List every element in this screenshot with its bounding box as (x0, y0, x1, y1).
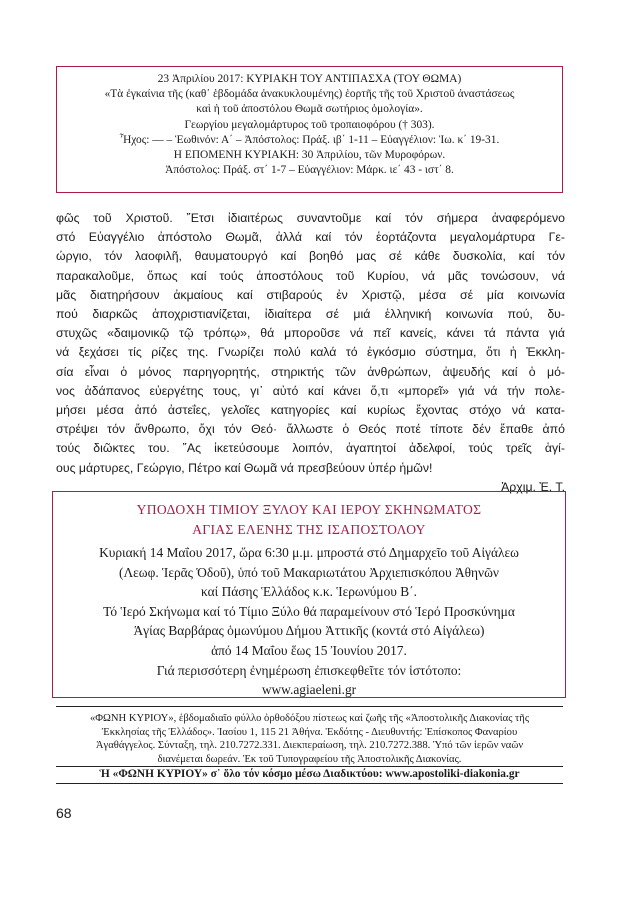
body-line: τούς διῶκτες του. ῎Ας ἱκετεύσουμε λοιπόν, ἀγαπητοί ἀδελφοί, τούς τρεῖς ἁγί- (56, 441, 565, 456)
imprint-line: διανέμεται δωρεάν. Ἐκ τοῦ Τυπογραφείου τῆς Ἀποστολικῆς Διακονίας. (157, 753, 462, 765)
event-line: καί Πάσης Ἑλλάδος κ.κ. Ἱερωνύμου Β΄. (200, 584, 418, 600)
liturgy-saint-line: Γεωργίου μεγαλομάρτυρος τοῦ τροπαιοφόρου († 303). (184, 118, 435, 131)
imprint-line: Ἐκκλησίας τῆς Ἑλλάδος». Ἰασίου 1, 115 21 Ἀθήνα. Ἐκδότης - Διευθυντής: Ἐπίσκοπος Φαναρίου (101, 726, 518, 738)
next-readings-line: Ἀπόστολος: Πράξ. στ΄ 1-7 – Εὐαγγέλιον: Μάρκ. ιε΄ 43 - ιστ΄ 8. (165, 164, 454, 177)
liturgy-feast-line: καὶ ἡ τοῦ ἀποστόλου Θωμᾶ σωτήριος ὁμολογία». (196, 103, 423, 116)
body-line: στρέψει τόν ἄνθρωπο, ὄχι τόν Θεό· ἄλλωστε ὁ Θεός ποτέ τίποτε δέν ἔπαθε ἀπό (56, 422, 565, 437)
body-line: μήσει μέσα ἀπό ἀστεΐες, γελοῖες κατηγορίες καί κυρίως ἔχοντας στόχο νά κατα- (56, 403, 565, 418)
article-body (56, 209, 565, 497)
event-website-link[interactable]: www.agiaeleni.gr (261, 682, 357, 698)
liturgy-readings-line: Ἦχος: — – Ἑωθινόν: Α΄ – Ἀπόστολος: Πράξ. ιβ΄ 1-11 – Εὐαγγέλιον: Ἰω. κ΄ 19-31. (119, 133, 500, 146)
website-notice-text: Ἡ «ΦΩΝΗ ΚΥΡΙΟΥ» σ᾿ ὅλο τόν κόσμο μέσω Διαδικτύου: (99, 768, 386, 780)
author-signature: Ἀρχιμ. Ἐ. Τ. (501, 479, 565, 494)
body-line: πού διαρκῶς ἀποχριστιανίζεται, ἰδιαίτερα σέ μιά ἑλληνική κοινωνία πού, δυ- (56, 307, 565, 322)
event-title: ΥΠΟΔΟΧΗ ΤΙΜΙΟΥ ΞΥΛΟΥ ΚΑΙ ΙΕΡΟΥ ΣΚΗΝΩΜΑΤΟΣ (136, 502, 482, 517)
imprint-block (56, 712, 563, 766)
body-line: ους μάρτυρες, Γεώργιο, Πέτρο καί Θωμᾶ νά πρεσβεύουν ὑπέρ ἡμῶν! (56, 460, 433, 475)
event-title: ΑΓΙΑΣ ΕΛΕΝΗΣ ΤΗΣ ΙΣΑΠΟΣΤΟΛΟΥ (192, 522, 426, 537)
body-line: παρακαλοῦμε, ὅπως καί τούς ἀποστόλους τοῦ Κυρίου, νά μᾶς τονώσουν, νά (56, 268, 565, 283)
event-line: Κυριακή 14 Μαΐου 2017, ὥρα 6:30 μ.μ. μπροστά στό Δημαρχεῖο τοῦ Αἰγάλεω (99, 545, 519, 560)
liturgy-info-box (56, 66, 563, 193)
event-line: ἀπό 14 Μαΐου ἕως 15 Ἰουνίου 2017. (211, 642, 407, 658)
body-line: ώργιο, τόν λαοφιλῆ, θαυματουργό καί βοηθό μας σέ κάθε δυσκολία, καί τόν (56, 249, 565, 264)
website-notice (56, 766, 563, 782)
imprint-line: «ΦΩΝΗ ΚΥΡΙΟΥ», ἑβδομαδιαῖο φύλλο ὀρθοδόξου πίστεως καί ζωῆς τῆς «Ἀποστολικῆς Διακονίας τῆς (89, 713, 530, 724)
imprint-line: Ἀγαθάγγελος. Σύνταξη, τηλ. 210.7272.331. Διεκπεραίωση, τηλ. 210.7272.388. Ὑπό τῶν ἱερῶν ναῶν (95, 740, 524, 752)
next-sunday-line: Η ΕΠΟΜΕΝΗ ΚΥΡΙΑΚΗ: 30 Ἀπριλίου, τῶν Μυροφόρων. (173, 149, 446, 162)
body-line: στυχῶς «δαιμονικῷ τῷ τρόπῳ», θά μποροῦσε νά πεῖ κανείς, κάνει τά πάντα γιά (56, 326, 565, 341)
event-line: Ἁγίας Βαρβάρας ὁμωνύμου Δήμου Ἀττικῆς (κοντά στό Αἰγάλεω) (133, 623, 485, 639)
body-line: νος ἀδάπανος εὐεργέτης τους, γι᾿ αὐτό καί κάνει ὅ,τι «μπορεῖ» γιά νά τήν πολε- (56, 383, 565, 398)
body-line: σία εἶναι ὁ μόνος παρηγορητής, στηρικτής τῶν ἀνθρώπων, ἀψευδής καί ὁ μό- (56, 364, 565, 379)
body-line: νά ξεχάσει τίς ρίζες της. Γνωρίζει πολύ καλά τό ἐγκόσμιο σύστημα, ὅτι ἡ Ἐκκλη- (56, 345, 565, 360)
body-line: μᾶς διατηρήσουν ἀκμαίους καί στιβαρούς ἐν Χριστῷ, μέσα σέ μία κοινωνία (56, 287, 565, 302)
body-line: στό Εὐαγγέλιο ἀπόστολο Θωμᾶ, ἀλλά καί τόν ἑορτάζοντα μεγαλομάρτυρα Γε- (56, 230, 565, 245)
imprint-bottom-divider (56, 783, 563, 784)
page-number: 68 (56, 805, 72, 821)
liturgy-date-line: 23 Ἀπριλίου 2017: ΚΥΡΙΑΚΗ ΤΟΥ ΑΝΤΙΠΑΣΧΑ (ΤΟΥ ΘΩΜΑ) (157, 73, 462, 85)
event-line: Τό Ἱερό Σκήνωμα καί τό Τίμιο Ξύλο θά παραμείνουν στό Ἱερό Προσκύνημα (103, 603, 515, 619)
body-line: φῶς τοῦ Χριστοῦ. ῎Ετσι ἰδιαιτέρως συναντοῦμε καί τόν σήμερα ἀναφερόμενο (56, 211, 565, 225)
liturgy-feast-line: «Τὰ ἐγκαίνια τῆς (καθ᾿ ἑβδομάδα ἀνακυκλουμένης) ἑορτῆς τῆς τοῦ Χριστοῦ ἀναστάσεως (104, 88, 515, 101)
event-announcement-box (52, 491, 566, 698)
website-link[interactable]: www.apostoliki-diakonia.gr (385, 768, 520, 780)
event-line: Γιά περισσότερη ἐνημέρωση ἐπισκεφθεῖτε τόν ἱστότοπο: (156, 662, 462, 678)
imprint-top-divider (56, 706, 563, 707)
event-line: (Λεωφ. Ἱερᾶς Ὁδοῦ), ὑπό τοῦ Μακαριωτάτου Ἀρχιεπισκόπου Ἀθηνῶν (119, 564, 499, 580)
